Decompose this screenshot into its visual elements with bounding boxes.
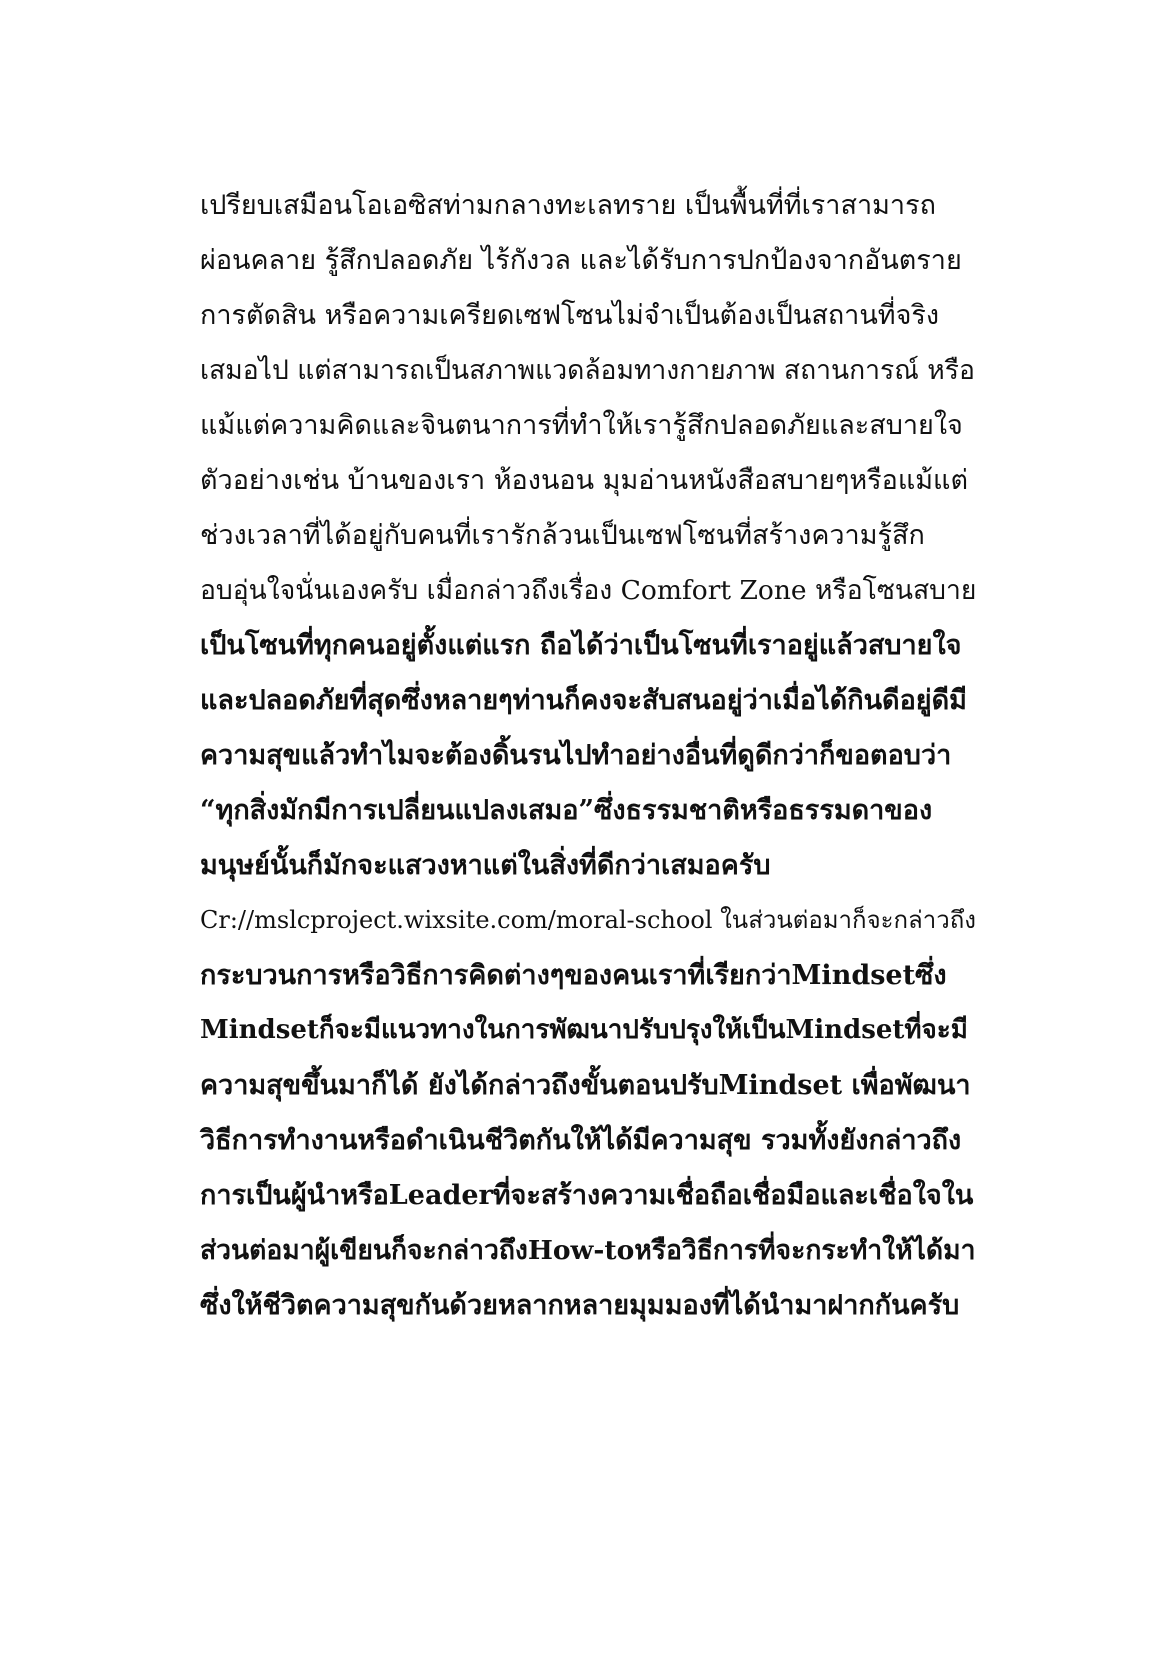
text-line: เป็นโซนที่ทุกคนอยู่ตั้งแต่แรก ถือได้ว่าเป็นโซนที่เราอยู่แล้วสบายใจ — [200, 630, 962, 661]
text-line: แม้แต่ความคิดและจินตนาการที่ทำให้เรารู้สึกปลอดภัยและสบายใจ — [200, 410, 963, 441]
text-line: Mindsetก็จะมีแนวทางในการพัฒนาปรับปรุงให้เป็นMindsetที่จะมี — [200, 1015, 968, 1045]
text-line: การเป็นผู้นำหรือLeaderที่จะสร้างความเชื่อถือเชื่อมือและเชื่อใจใน — [200, 1180, 974, 1211]
body-paragraph — [200, 178, 980, 1333]
text-line: ช่วงเวลาที่ได้อยู่กับคนที่เรารักล้วนเป็นเซฟโซนที่สร้างความรู้สึก — [200, 520, 925, 551]
text-line: Cr://mslcproject.wixsite.com/moral-school ในส่วนต่อมาก็จะกล่าวถึง — [200, 906, 976, 934]
text-line: อบอุ่นใจนั่นเองครับ เมื่อกล่าวถึงเรื่อง Comfort Zone หรือโซนสบาย — [200, 575, 977, 606]
text-line: เปรียบเสมือนโอเอซิสท่ามกลางทะเลทราย เป็นพื้นที่ที่เราสามารถ — [200, 190, 936, 221]
text-line: ซึ่งให้ชีวิตความสุขกันด้วยหลากหลายมุมมองที่ได้นำมาฝากกันครับ — [200, 1290, 960, 1321]
text-line: ส่วนต่อมาผู้เขียนก็จะกล่าวถึงHow-toหรือวิธีการที่จะกระทำให้ได้มา — [200, 1235, 976, 1266]
text-line: “ทุกสิ่งมักมีการเปลี่ยนแปลงเสมอ”ซึ่งธรรมชาติหรือธรรมดาของ — [200, 795, 933, 826]
text-line: ผ่อนคลาย รู้สึกปลอดภัย ไร้กังวล และได้รับการปกป้องจากอันตราย — [200, 245, 962, 276]
text-line: ความสุขขึ้นมาก็ได้ ยังได้กล่าวถึงขั้นตอนปรับMindset เพื่อพัฒนา — [200, 1070, 971, 1101]
text-line: และปลอดภัยที่สุดซึ่งหลายๆท่านก็คงจะสับสนอยู่ว่าเมื่อได้กินดีอยู่ดีมี — [200, 685, 967, 716]
text-line: ตัวอย่างเช่น บ้านของเรา ห้องนอน มุมอ่านหนังสือสบายๆหรือแม้แต่ — [200, 465, 968, 496]
text-line: การตัดสิน หรือความเครียดเซฟโซนไม่จำเป็นต้องเป็นสถานที่จริง — [200, 300, 940, 331]
text-line: กระบวนการหรือวิธีการคิดต่างๆของคนเราที่เรียกว่าMindsetซึ่ง — [200, 960, 947, 991]
text-line: วิธีการทำงานหรือดำเนินชีวิตกันให้ได้มีความสุข รวมทั้งยังกล่าวถึง — [200, 1125, 962, 1156]
text-line: เสมอไป แต่สามารถเป็นสภาพแวดล้อมทางกายภาพ สถานการณ์ หรือ — [200, 355, 975, 386]
text-line: มนุษย์นั้นก็มักจะแสวงหาแต่ในสิ่งที่ดีกว่าเสมอครับ — [200, 850, 771, 881]
text-line: ความสุขแล้วทำไมจะต้องดิ้นรนไปทำอย่างอื่นที่ดูดีกว่าก็ขอตอบว่า — [200, 740, 952, 771]
